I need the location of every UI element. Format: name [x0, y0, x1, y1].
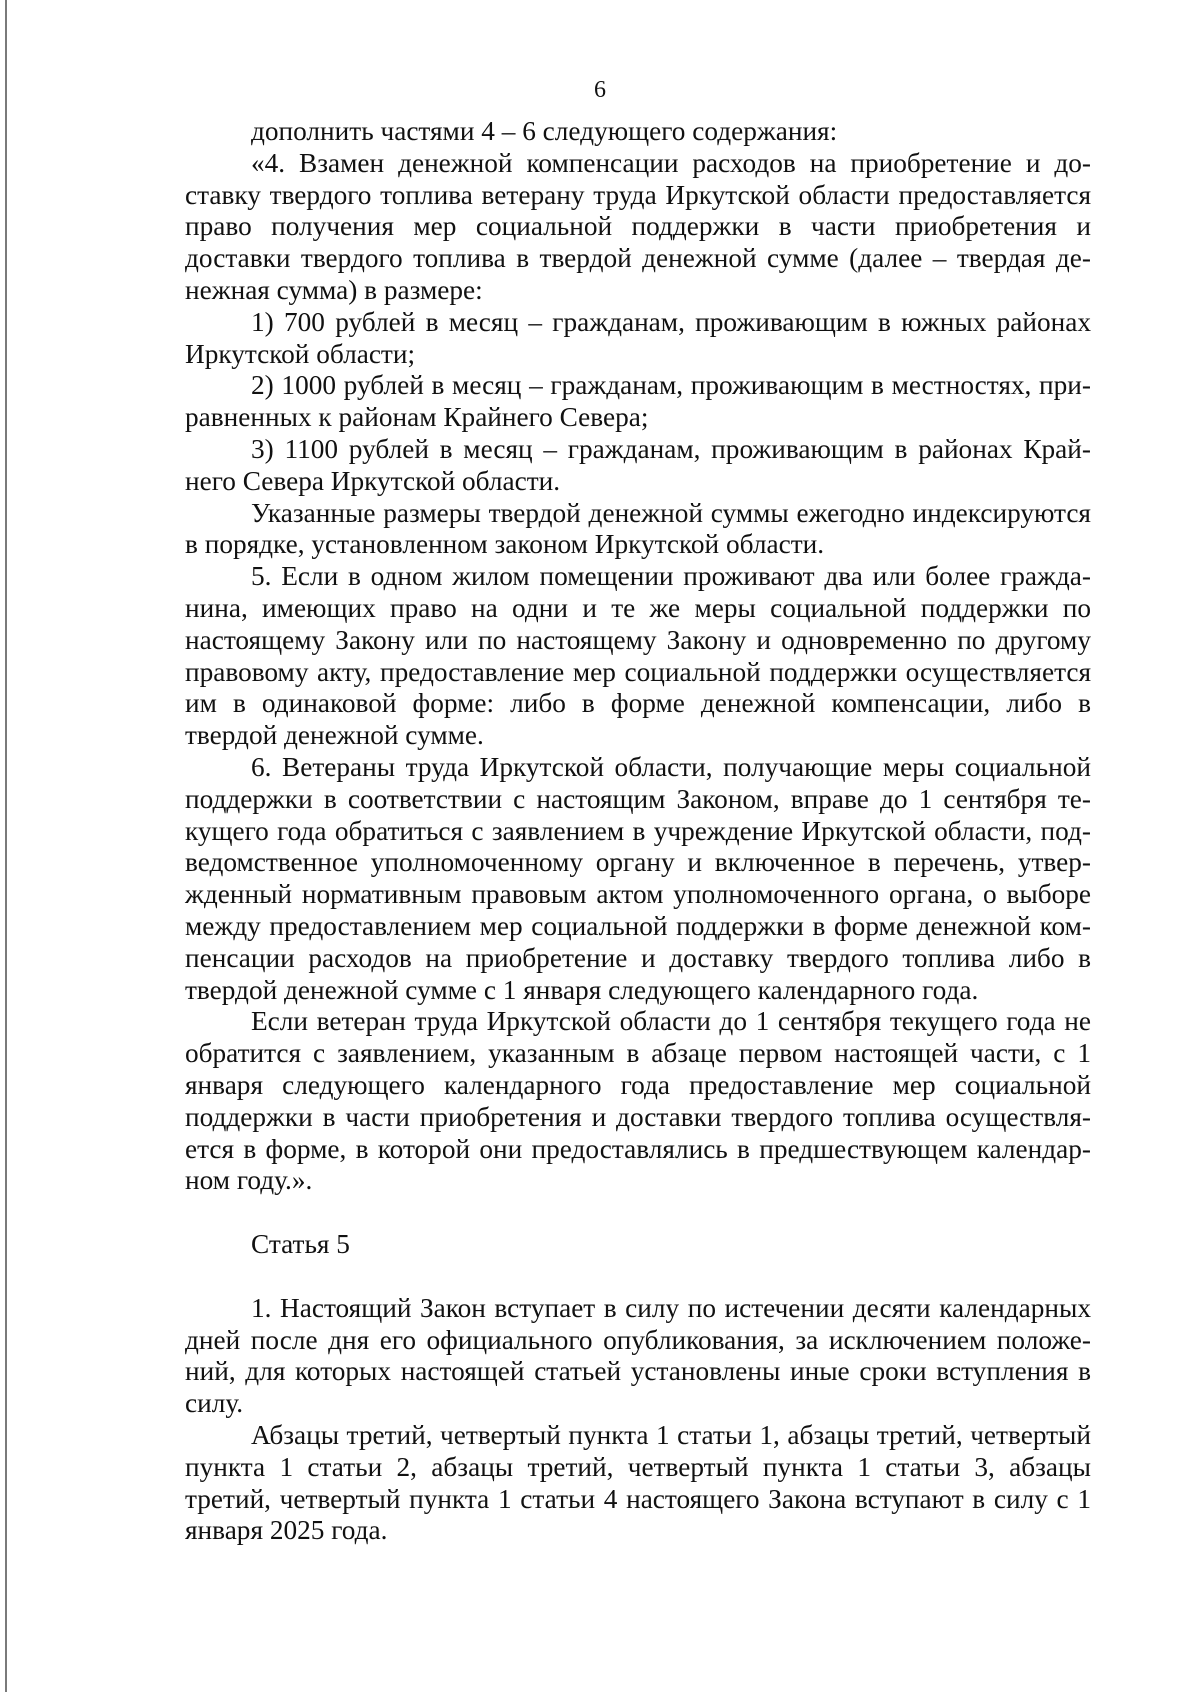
paragraph-part-4: «4. Взамен денежной компенсации расходов на приобретение и доставку твердого топлива ветерану труда Иркутской области предоставляется право получения мер социальной поддержки в части приобретения и доставки твердого топлива в твердой денежной сумме (далее – твердая денежная сумма) в размере:	[185, 147, 1091, 305]
article-heading: Статья 5	[251, 1229, 350, 1260]
paragraph-part-6: 6. Ветераны труда Иркутской области, получающие меры социальной поддержки в соответствии с настоящим Законом, вправе до 1 сентября текущего года обратиться с заявлением в учреждение Иркутской области, подведомственное уполномоченному органу и включенное в перечень, утвержденный нормативным правовым актом уполномоченного органа, о выборе между предоставлением мер социальной поддержки в форме денежной компенсации расходов на приобретение и доставку твердого топлива либо в твердой денежной сумме с 1 января следующего календарного года.	[185, 751, 1091, 1005]
paragraph-item-1: 1) 700 рублей в месяц – гражданам, проживающим в южных районах Иркутской области;	[185, 306, 1091, 369]
paragraph-part-6-second: Если ветеран труда Иркутской области до 1 сентября текущего года не обратится с заявлением, указанным в абзаце первом настоящей части, с 1 января следующего календарного года предоставление мер социальной поддержки в части приобретения и доставки твердого топлива осуществляется в форме, в которой они предоставлялись в предшествующем календарном году.».	[185, 1006, 1091, 1196]
paragraph-intro: дополнить частями 4 – 6 следующего содержания:	[251, 116, 838, 146]
document-body	[185, 116, 1091, 1547]
scan-edge-line	[5, 0, 7, 1692]
paragraph-indexation: Указанные размеры твердой денежной суммы ежегодно индексируются в порядке, установленном законом Иркутской области.	[185, 497, 1091, 560]
paragraph-article-5-second: Абзацы третий, четвертый пункта 1 статьи 1, абзацы третий, четвертый пункта 1 статьи 2, абзацы третий, четвертый пункта 1 статьи 3, абзацы третий, четвертый пункта 1 статьи 4 настоящего Закона вступают в силу с 1 января 2025 года.	[185, 1420, 1091, 1546]
paragraph-part-5: 5. Если в одном жилом помещении проживают два или более гражданина, имеющих право на одни и те же меры социальной поддержки по настоящему Закону или по настоящему Закону и одновременно по другому правовому акту, предоставление мер социальной поддержки осуществляется им в одинаковой форме: либо в форме денежной компенсации, либо в твердой денежной сумме.	[185, 561, 1091, 751]
paragraph-item-2: 2) 1000 рублей в месяц – гражданам, проживающим в местностях, приравненных к районам Крайнего Севера;	[185, 370, 1091, 433]
paragraph-item-3: 3) 1100 рублей в месяц – гражданам, проживающим в районах Крайнего Севера Иркутской области.	[185, 433, 1091, 496]
page-number: 6	[594, 77, 606, 103]
paragraph-article-5-item-1: 1. Настоящий Закон вступает в силу по истечении десяти календарных дней после дня его официального опубликования, за исключением положений, для которых настоящей статьей установлены иные сроки вступления в силу.	[185, 1292, 1091, 1419]
